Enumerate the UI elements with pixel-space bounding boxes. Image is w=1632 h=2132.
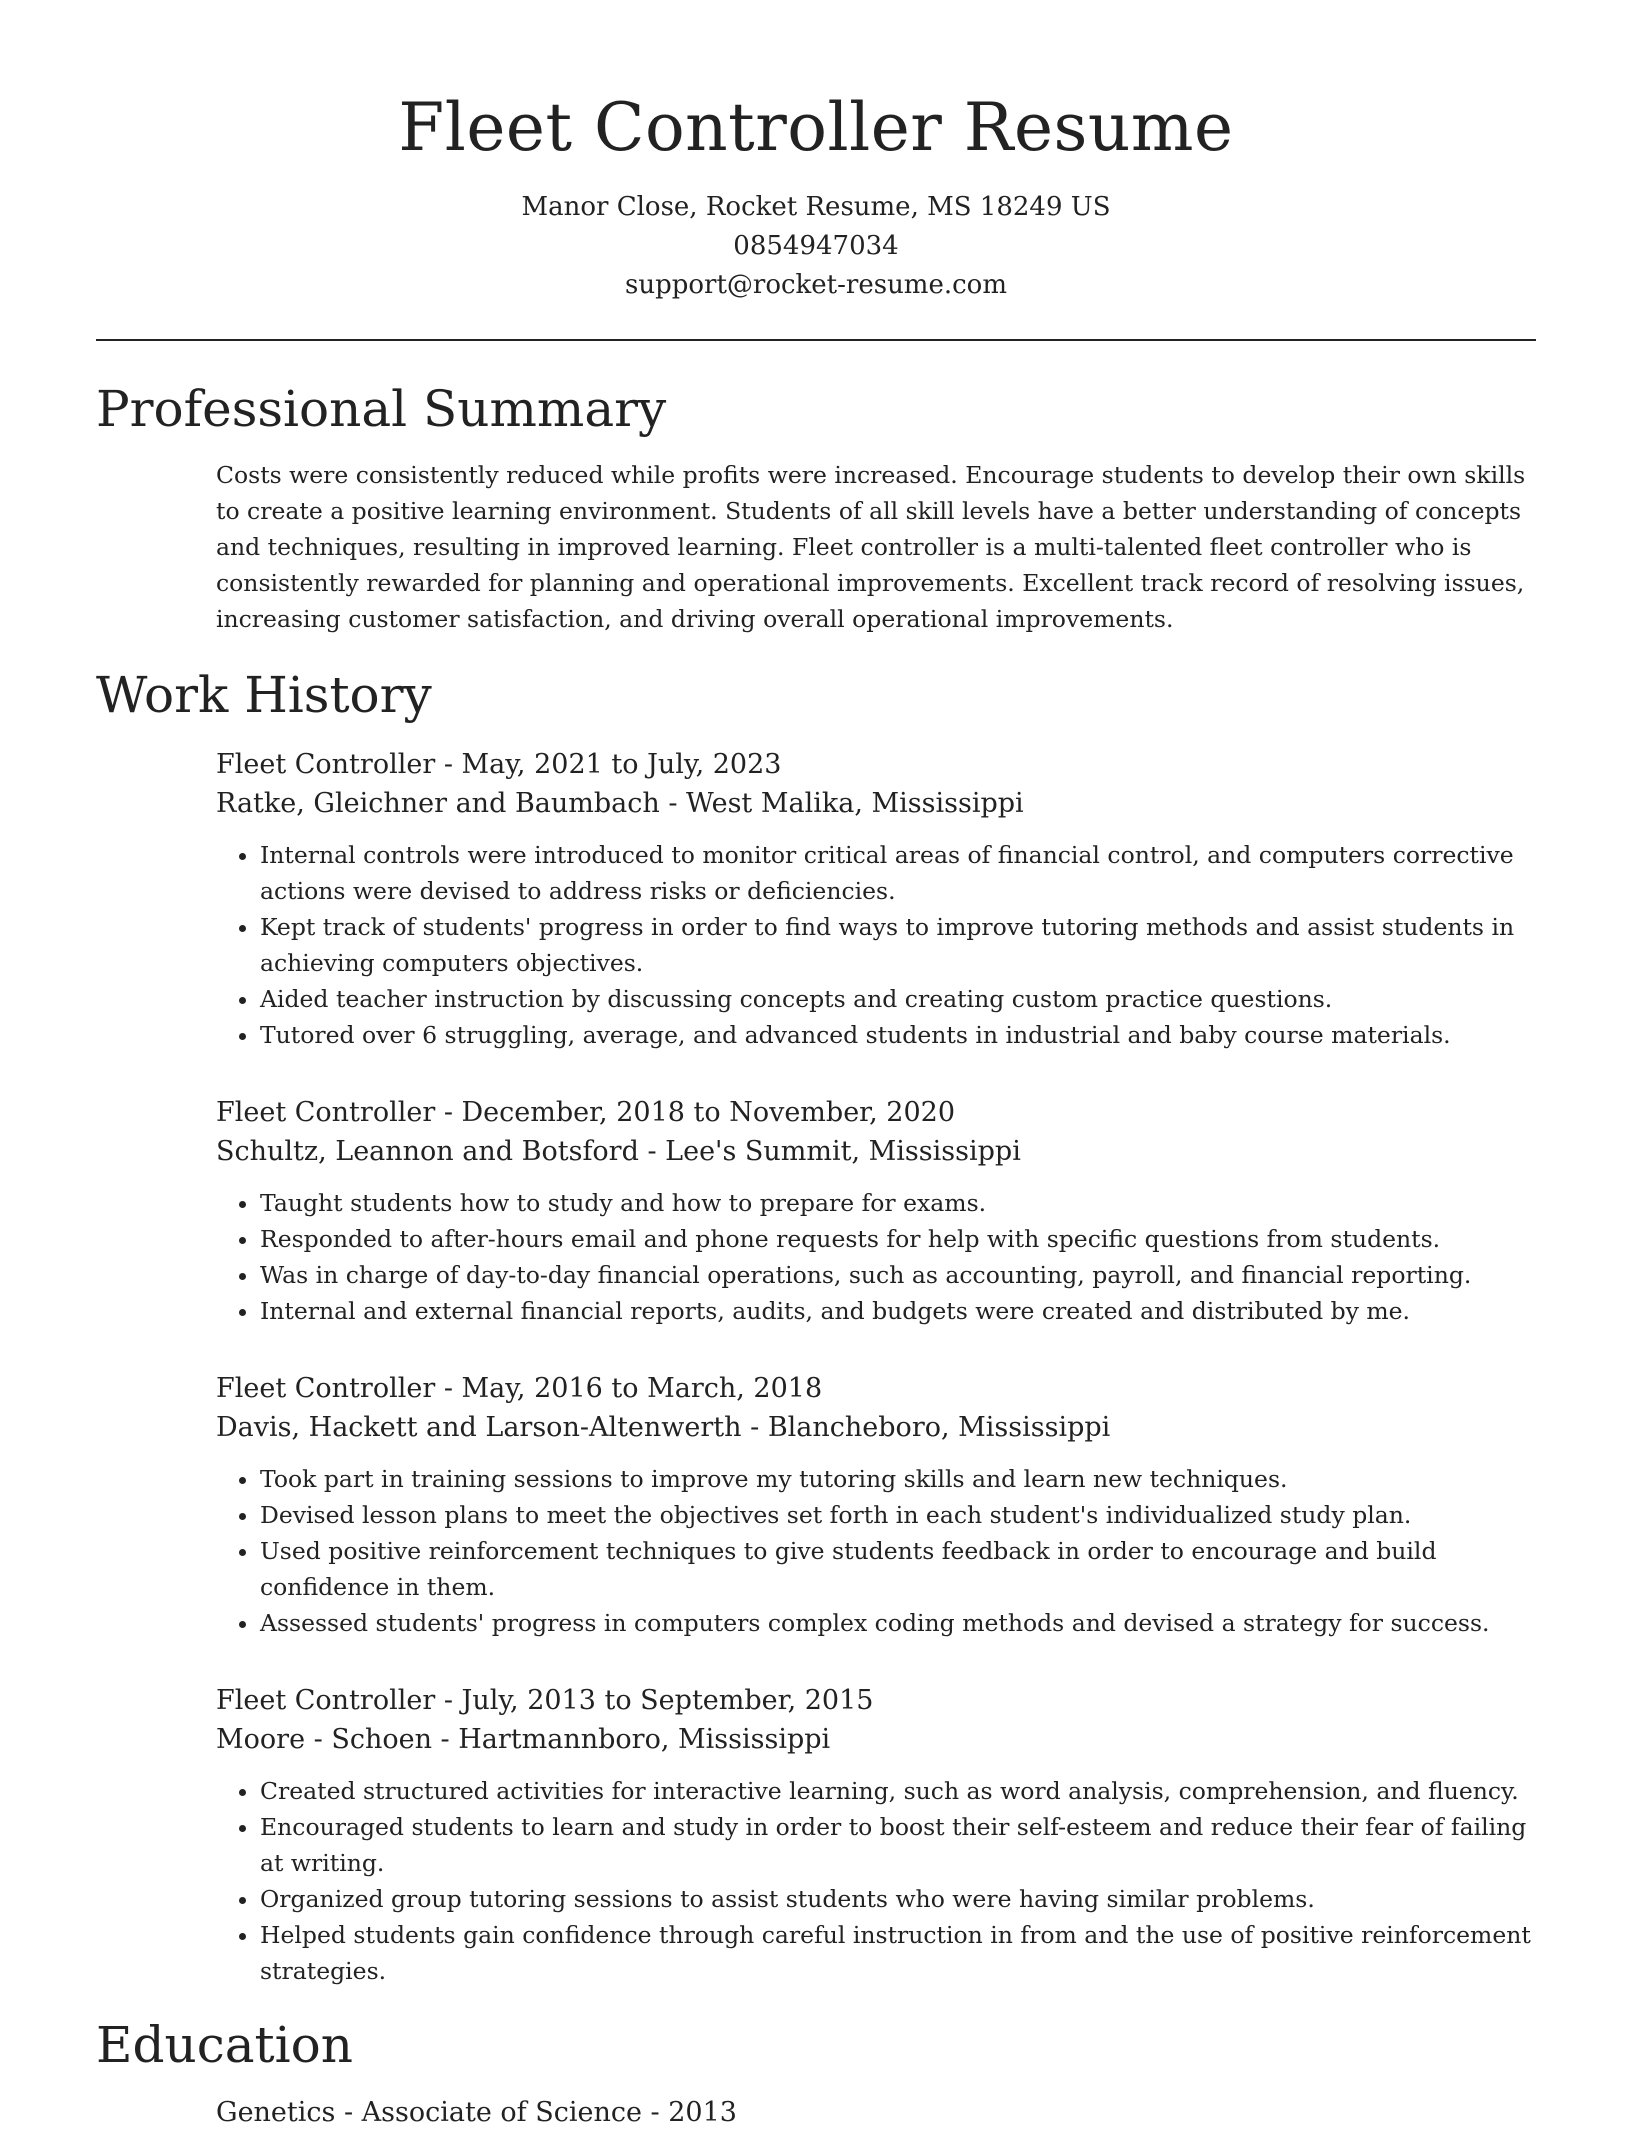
job-title-line: Fleet Controller - May, 2016 to March, 2018	[216, 1373, 823, 1404]
job-entry	[216, 1369, 1536, 1641]
job-bullet: • Created structured activities for interactive learning, such as word analysis, comprehension, and fluency.	[260, 1773, 1536, 1809]
job-bullet: • Aided teacher instruction by discussing concepts and creating custom practice questions.	[260, 981, 1536, 1017]
contact-address: Manor Close, Rocket Resume, MS 18249 US	[521, 192, 1111, 222]
header-divider	[96, 339, 1536, 341]
work-history-list	[216, 745, 1536, 1989]
job-company-line: Schultz, Leannon and Botsford - Lee's Summit, Mississippi	[216, 1136, 1021, 1167]
job-bullet: • Internal and external financial reports, audits, and budgets were created and distributed by me.	[260, 1293, 1536, 1329]
job-bullet: • Internal controls were introduced to monitor critical areas of financial control, and computers corrective actions were devised to address risks or deficiencies.	[260, 837, 1536, 909]
job-bullet: • Was in charge of day-to-day financial operations, such as accounting, payroll, and financial reporting.	[260, 1257, 1536, 1293]
job-title-line: Fleet Controller - May, 2021 to July, 2023	[216, 749, 782, 780]
job-bullet: • Organized group tutoring sessions to assist students who were having similar problems.	[260, 1881, 1536, 1917]
job-bullet: • Assessed students' progress in computers complex coding methods and devised a strategy for success.	[260, 1605, 1536, 1641]
job-bullet: • Tutored over 6 struggling, average, and advanced students in industrial and baby course materials.	[260, 1017, 1536, 1053]
summary-text: Costs were consistently reduced while profits were increased. Encourage students to develop their own skills to create a positive learning environment. Students of all skill levels have a better understanding of concepts and techniques, resulting in improved learning. Fleet controller is a multi-talented fleet controller who is consistently rewarded for planning and operational improvements. Excellent track record of resolving issues, increasing customer satisfaction, and driving overall operational improvements.	[216, 461, 1526, 633]
contact-email: support@rocket-resume.com	[624, 270, 1007, 300]
job-bullet: • Helped students gain confidence through careful instruction in from and the use of positive reinforcement strategies.	[260, 1917, 1536, 1989]
job-bullet: • Responded to after-hours email and phone requests for help with specific questions from students.	[260, 1221, 1536, 1257]
job-title-line: Fleet Controller - July, 2013 to September, 2015	[216, 1685, 874, 1716]
resume-header	[96, 0, 1536, 305]
job-bullets	[216, 837, 1536, 1053]
contact-block	[96, 188, 1536, 305]
education-entry: Genetics - Associate of Science - 2013	[216, 2097, 737, 2128]
job-company-line: Ratke, Gleichner and Baumbach - West Malika, Mississippi	[216, 788, 1024, 819]
job-title-line: Fleet Controller - December, 2018 to November, 2020	[216, 1097, 955, 1128]
contact-phone: 0854947034	[733, 231, 899, 261]
job-bullets	[216, 1461, 1536, 1641]
job-entry	[216, 1681, 1536, 1989]
resume-title: Fleet Controller Resume	[398, 89, 1234, 166]
job-entry	[216, 745, 1536, 1053]
job-company-line: Davis, Hackett and Larson-Altenwerth - Blancheboro, Mississippi	[216, 1412, 1111, 1443]
job-entry	[216, 1093, 1536, 1329]
education-list	[216, 2093, 1536, 2132]
job-bullet: • Kept track of students' progress in order to find ways to improve tutoring methods and assist students in achieving computers objectives.	[260, 909, 1536, 981]
work-history-heading: Work History	[96, 666, 432, 724]
job-bullets	[216, 1773, 1536, 1989]
job-bullets	[216, 1185, 1536, 1329]
job-bullet: • Took part in training sessions to improve my tutoring skills and learn new techniques.	[260, 1461, 1536, 1497]
job-company-line: Moore - Schoen - Hartmannboro, Mississippi	[216, 1724, 831, 1755]
education-heading: Education	[96, 2016, 353, 2074]
job-bullet: • Taught students how to study and how to prepare for exams.	[260, 1185, 1536, 1221]
job-bullet: • Devised lesson plans to meet the objectives set forth in each student's individualized study plan.	[260, 1497, 1536, 1533]
summary-heading: Professional Summary	[96, 380, 667, 438]
job-bullet: • Encouraged students to learn and study in order to boost their self-esteem and reduce their fear of failing at writing.	[260, 1809, 1536, 1881]
job-bullet: • Used positive reinforcement techniques to give students feedback in order to encourage and build confidence in them.	[260, 1533, 1536, 1605]
